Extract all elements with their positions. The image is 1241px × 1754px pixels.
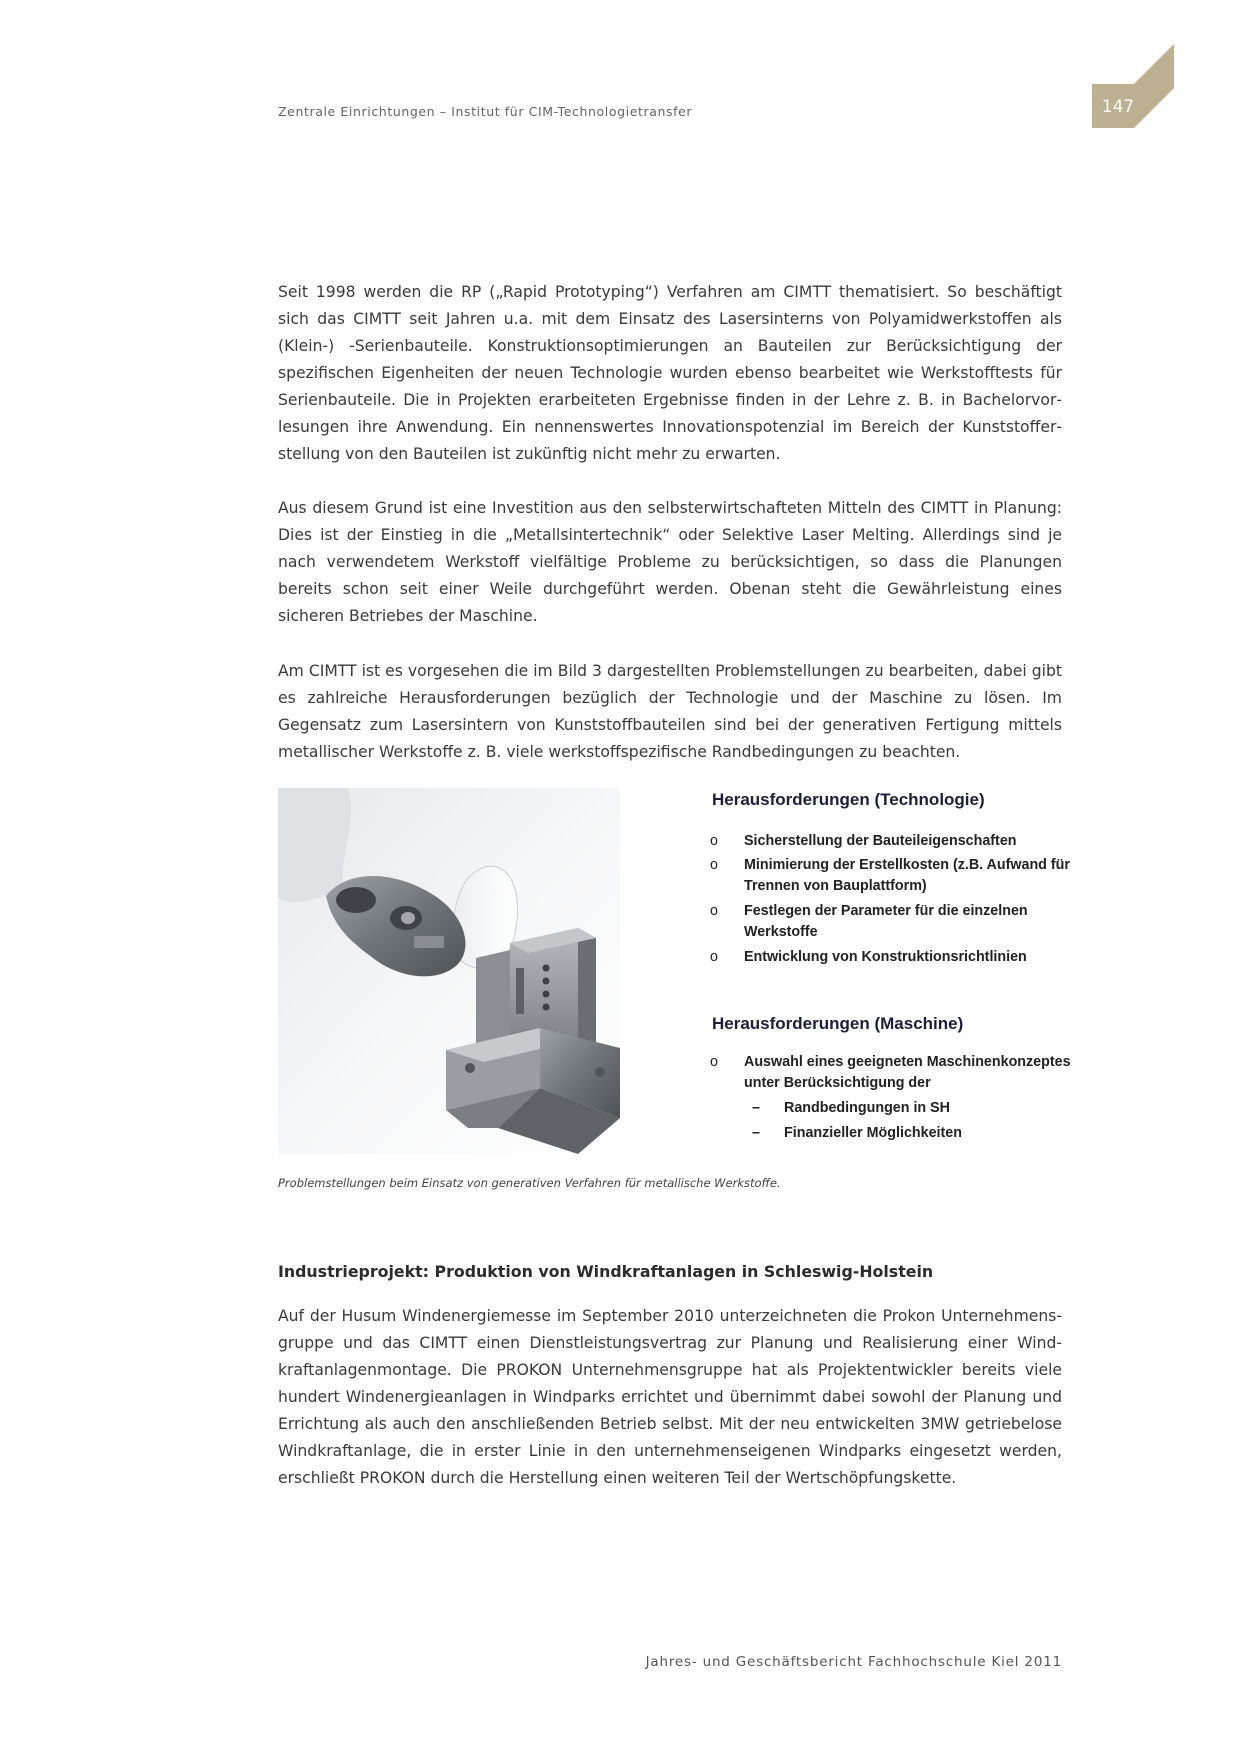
bullet-icon: o <box>710 833 718 849</box>
body-paragraph-1: Seit 1998 werden die RP („Rapid Prototyping“) Verfahren am CIMTT thematisiert. So beschäftigt sich das CIMTT seit Jahren u.a. mit dem Einsatz des Lasersinterns von Polyamidwerkstoffen als (Klein-) -Serienbauteile. Konstruktionsoptimierungen an Bauteilen zur Berücksichtigung der spezifischen Eigenheiten der neuen Technologie wurden ebenso bearbeitet wie Werkstofftests für Serienbauteile. Die in Projekten erarbeiteten Ergebnisse finden in der Lehre z. B. in Bachelorvorlesungen ihre Anwendung. Ein nennenswertes Innovationspotenzial im Bereich der Kunststofferstellung von den Bauteilen ist zukünftig nicht mehr zu erwarten. <box>278 283 1062 463</box>
running-head: Zentrale Einrichtungen – Institut für CIM-Technologietransfer <box>278 104 693 119</box>
bullet-icon: o <box>710 1054 718 1070</box>
list-item-text: Sicherstellung der Bauteileigenschaften <box>744 833 1017 849</box>
dash-icon: – <box>752 1100 760 1116</box>
sub-list-item-text: Finanzieller Möglichkeiten <box>784 1125 962 1141</box>
list-item-text: Festlegen der Parameter für die einzelnen Werkstoffe <box>744 903 1028 940</box>
bullet-icon: o <box>710 903 718 919</box>
figure-challenges-panel <box>700 790 1080 1150</box>
bullet-icon: o <box>710 949 718 965</box>
list-item-text: Entwicklung von Konstruktionsrichtlinien <box>744 949 1027 965</box>
page-footer: Jahres- und Geschäftsbericht Fachhochschule Kiel 2011 <box>645 1654 1062 1670</box>
section-heading: Industrieprojekt: Produktion von Windkraftanlagen in Schleswig-Holstein <box>278 1262 934 1281</box>
figure-photo-metal-parts <box>278 788 620 1154</box>
body-paragraph-4: Auf der Husum Windenergiemesse im September 2010 unterzeichneten die Prokon Unternehmensgruppe und das CIMTT einen Dienstleistungsvertrag zur Planung und Realisierung einer Windkraftanlagenmontage. Die PROKON Unternehmensgruppe hat als Projektentwickler bereits viele hundert Windenergieanlagen in Windparks errichtet und übernimmt dabei sowohl der Planung und Errichtung als auch den anschließenden Betrieb selbst. Mit der neu entwickelten 3MW getriebelose Windkraftanlage, die in erster Linie in den unternehmenseigenen Windparks eingesetzt werden, erschließt PROKON durch die Herstellung einen weiteren Teil der Wertschöpfungskette. <box>278 1307 1062 1487</box>
bullet-icon: o <box>710 857 718 873</box>
figure-caption: Problemstellungen beim Einsatz von generativen Verfahren für metallische Werkstoffe. <box>278 1176 781 1190</box>
list-item-text: Auswahl eines geeigneten Maschinenkonzeptes unter Berücksichtigung der <box>744 1054 1071 1091</box>
list-item-text: Minimierung der Erstellkosten (z.B. Aufwand für Trennen von Bauplattform) <box>744 857 1070 894</box>
page-number: 147 <box>1101 97 1135 117</box>
machine-challenges-heading: Herausforderungen (Maschine) <box>712 1014 964 1033</box>
dash-icon: – <box>752 1125 760 1141</box>
technology-challenges-heading: Herausforderungen (Technologie) <box>712 790 985 809</box>
sub-list-item-text: Randbedingungen in SH <box>784 1100 950 1116</box>
body-paragraph-3: Am CIMTT ist es vorgesehen die im Bild 3 dargestellten Problemstellungen zu bearbeiten, dabei gibt es zahlreiche Herausforderungen bezüglich der Technologie und der Maschine zu lösen. Im Gegensatz zum Lasersintern von Kunststoffbauteilen sind bei der generativen Fertigung mittels metallischer Werkstoffe z. B. viele werkstoffspezifische Randbedingungen zu beachten. <box>278 662 1062 761</box>
body-paragraph-2: Aus diesem Grund ist eine Investition aus den selbsterwirtschafteten Mitteln des CIMTT in Planung: Dies ist der Einstieg in die „Metallsintertechnik“ oder Selektive Laser Melting. Allerdings sind je nach verwendetem Werkstoff vielfältige Probleme zu berücksichtigen, so dass die Planungen bereits schon seit einer Weile durchgeführt werden. Obenan steht die Gewährleistung eines sicheren Betriebes der Maschine. <box>278 499 1062 625</box>
